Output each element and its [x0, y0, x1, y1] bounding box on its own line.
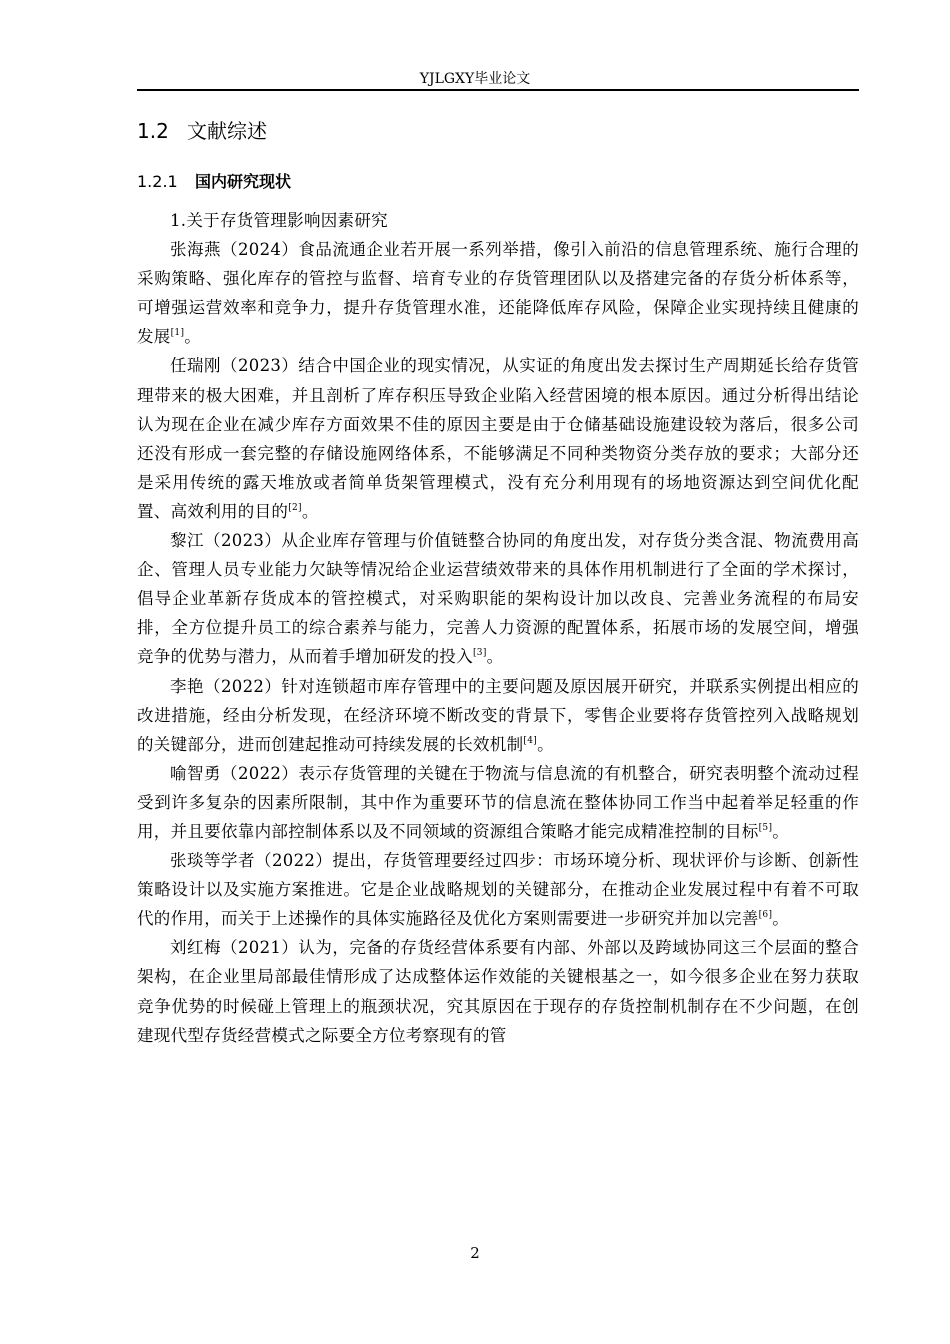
citation-ref[interactable]: [6] [758, 910, 773, 921]
paragraph-text: 黎江（2023）从企业库存管理与价值链整合协同的角度出发，对存货分类含混、物流费用高企、管理人员专业能力欠缺等情况给企业运营绩效带来的具体作用机制进行了全面的学术探讨，倡导企业革新存货成本的管控模式，对采购职能的架构设计加以改良、完善业务流程的布局安排，全方位提升员工的综合素养与能力，完善人力资源的配置体系，拓展市场的发展空间，增强竞争的优势与潜力，从而着手增加研发的投入 [137, 531, 859, 667]
section-title: 文献综述 [187, 119, 267, 143]
citation-ref[interactable]: [4] [523, 735, 538, 746]
paragraph-tail: 。 [486, 647, 504, 667]
paragraph-text: 喻智勇（2022）表示存货管理的关键在于物流与信息流的有机整合，研究表明整个流动过程受到许多复杂的因素所限制，其中作为重要环节的信息流在整体协同工作当中起着举足轻重的作用，并且要依靠内部控制体系以及不同领域的资源组合策略才能完成精准控制的目标 [137, 763, 859, 841]
section-number: 1.2 [137, 119, 169, 143]
page-number: 2 [470, 1244, 480, 1262]
paragraph-text: 张琰等学者（2022）提出，存货管理要经过四步：市场环境分析、现状评价与诊断、创新性策略设计以及实施方案推进。它是企业战略规划的关键部分，在推动企业发展过程中有着不可取代的作用，而关于上述操作的具体实施路径及优化方案则需要进一步研究并加以完善 [137, 851, 859, 929]
paragraph-4 [137, 672, 859, 759]
paragraph-3 [137, 526, 859, 671]
subsection-heading [137, 171, 291, 193]
subsection-number: 1.2.1 [137, 172, 178, 191]
paragraph-text: 李艳（2022）针对连锁超市库存管理中的主要问题及原因展开研究，并联系实例提出相应的改进措施，经由分析发现，在经济环境不断改变的背景下，零售企业要将存货管控列入战略规划的关键部分，进而创建起推动可持续发展的长效机制 [137, 676, 859, 754]
header-rule [137, 89, 859, 91]
running-header: YJLGXY毕业论文 [419, 71, 531, 87]
body-text [137, 206, 859, 1050]
paragraph-text: 刘红梅（2021）认为，完备的存货经营体系要有内部、外部以及跨域协同这三个层面的整合架构，在企业里局部最佳情形成了达成整体运作效能的关键根基之一，如今很多企业在努力获取竞争优势的时候碰上管理上的瓶颈状况，究其原因在于现存的存货控制机制存在不少问题，在创建现代型存货经营模式之际要全方位考察现有的管 [137, 938, 859, 1045]
paragraph-tail: 。 [537, 734, 554, 754]
subsection-title: 国内研究现状 [195, 172, 292, 191]
paragraph-tail: 。 [301, 501, 319, 521]
paragraph-5 [137, 759, 859, 846]
paragraph-tail: 。 [184, 327, 202, 347]
section-heading [137, 118, 267, 144]
topic-subheading: 1.关于存货管理影响因素研究 [170, 211, 388, 230]
citation-ref[interactable]: [3] [473, 648, 487, 659]
paragraph-7 [137, 933, 859, 1049]
paragraph-tail: 。 [772, 909, 790, 929]
paragraph-text: 张海燕（2024）食品流通企业若开展一系列举措，像引入前沿的信息管理系统、施行合理的采购策略、强化库存的管控与监督、培育专业的存货管理团队以及搭建完备的存货分析体系等，可增强运营效率和竞争力，提升存货管理水准，还能降低库存风险，保障企业实现持续且健康的发展 [137, 240, 859, 347]
paragraph-1 [137, 235, 859, 351]
paragraph-6 [137, 846, 859, 933]
paragraph-tail: 。 [772, 821, 790, 841]
paragraph-text: 任瑞刚（2023）结合中国企业的现实情况，从实证的角度出发去探讨生产周期延长给存货管理带来的极大困难，并且剖析了库存积压导致企业陷入经营困境的根本原因。通过分析得出结论认为现在企业在减少库存方面效果不佳的原因主要是由于仓储基础设施建设较为落后，很多公司还没有形成一套完整的存储设施网络体系，不能够满足不同种类物资分类存放的要求；大部分还是采用传统的露天堆放或者简单货架管理模式，没有充分利用现有的场地资源达到空间优化配置、高效利用的目的 [137, 356, 859, 521]
citation-ref[interactable]: [1] [170, 328, 185, 339]
paragraph-2 [137, 351, 859, 526]
citation-ref[interactable]: [2] [288, 502, 302, 513]
citation-ref[interactable]: [5] [758, 822, 773, 833]
